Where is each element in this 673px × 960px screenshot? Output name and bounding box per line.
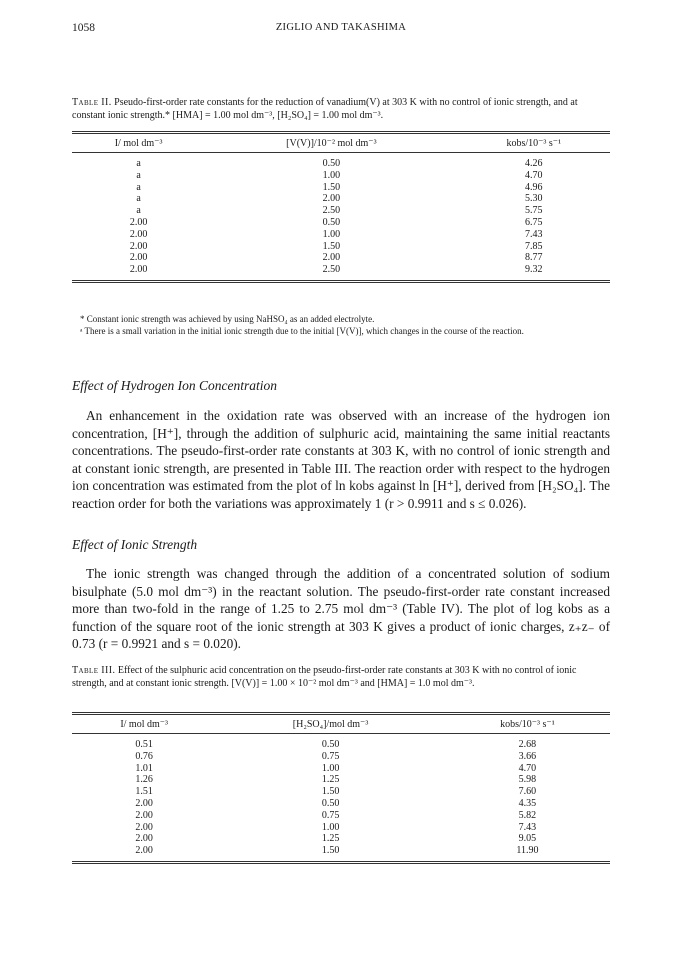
table-cell: 2.00 — [135, 809, 153, 821]
table-cell: 6.75 — [525, 216, 543, 228]
table-cell: 1.51 — [135, 786, 153, 798]
table-cell: 0.50 — [322, 158, 341, 169]
table-cell: 1.50 — [322, 240, 341, 252]
table-cell: 2.00 — [135, 845, 153, 857]
table-cell: 2.00 — [322, 193, 341, 205]
table-cell: 2.00 — [129, 228, 148, 240]
table-cell: 7.43 — [525, 228, 543, 240]
table-cell: 2.50 — [322, 205, 341, 217]
table3-body — [72, 734, 610, 863]
table-cell: 1.50 — [321, 845, 340, 857]
table-cell: 4.35 — [518, 797, 537, 809]
page-header — [72, 22, 610, 38]
paragraph-ionic-strength: The ionic strength was changed through the addition of a concentrated solution of sodium bisulphate (5.0 mol dm⁻³) in the reactant solution. The pseudo-first-order rate constant increased more than two-fold in the range of 1.25 to 2.75 mol dm⁻³ (Table IV). The plot of log kobs as a function of the square root of the ionic strength at 303 K gives a product of ionic charges, z₊z₋ of 0.73 (r = 0.9921 and s = 0.020). — [72, 566, 610, 651]
table-cell: 2.50 — [322, 264, 341, 276]
table-cell: 4.96 — [525, 181, 543, 193]
table-row — [72, 810, 610, 822]
table-cell: 4.70 — [518, 762, 537, 774]
table2-header-col-kobs: kobs/10⁻³ s⁻¹ — [506, 138, 562, 149]
table-cell: 5.30 — [525, 193, 543, 205]
table-cell: 4.26 — [525, 158, 543, 169]
table-cell: 2.00 — [129, 216, 148, 228]
table-cell: 0.50 — [322, 216, 341, 228]
table3-header-col-kobs: kobs/10⁻³ s⁻¹ — [500, 719, 555, 730]
page-number: 1058 — [72, 22, 95, 34]
table3-caption-text: Effect of the sulphuric acid concentration on the pseudo-first-order rate constants at 303 K with no control of ionic strength, and at constant ionic strength. [V(V)] = 1.00 × 10⁻² mol dm⁻³ and [HMA] = 1.0 mol dm⁻³. — [72, 665, 577, 689]
table-cell: 2.68 — [518, 739, 537, 750]
table-row — [72, 193, 610, 205]
table-row — [72, 241, 610, 253]
table-cell: 8.77 — [525, 252, 543, 264]
table-cell: 2.00 — [129, 252, 148, 264]
table-row — [72, 833, 610, 845]
table-cell: a — [136, 169, 141, 181]
table-row — [72, 182, 610, 194]
table-cell: a — [136, 193, 141, 205]
table-cell: 2.00 — [322, 252, 341, 264]
table-cell: 2.00 — [129, 240, 148, 252]
table-cell: 1.50 — [322, 181, 341, 193]
table2-caption-text: Pseudo-first-order rate constants for the reduction of vanadium(V) at 303 K with no control of ionic strength, and at constant ionic strength.* [HMA] = 1.00 mol dm⁻³, [H₂SO₄] = 1.00 mol dm⁻³. — [72, 97, 578, 121]
table-cell: 0.50 — [321, 797, 340, 809]
table3 — [72, 712, 610, 864]
table-cell: 5.98 — [518, 774, 537, 786]
table-row — [72, 205, 610, 217]
table-cell: 1.00 — [322, 169, 341, 181]
table-row — [72, 734, 610, 751]
table-cell: 2.00 — [135, 833, 153, 845]
table-row — [72, 763, 610, 775]
table-row — [72, 229, 610, 241]
table-cell: 7.85 — [525, 240, 543, 252]
table-cell: 2.00 — [135, 797, 153, 809]
table-cell: 5.82 — [518, 809, 537, 821]
table-cell: 1.26 — [135, 774, 153, 786]
table-row — [72, 170, 610, 182]
table-row — [72, 217, 610, 229]
table-row — [72, 252, 610, 264]
running-head: ZIGLIO AND TAKASHIMA — [275, 22, 407, 33]
table-row — [72, 786, 610, 798]
table-cell: 0.75 — [321, 750, 340, 762]
table-row — [72, 153, 610, 170]
table2-caption — [72, 97, 610, 122]
section-heading-ionic-strength: Effect of Ionic Strength — [72, 537, 198, 552]
table-row — [72, 264, 610, 281]
table-cell: 4.70 — [525, 169, 543, 181]
table2-header-row — [72, 133, 610, 153]
table-cell: 5.75 — [525, 205, 543, 217]
table-row — [72, 751, 610, 763]
table-cell: 1.50 — [321, 786, 340, 798]
table-cell: 11.90 — [516, 845, 539, 857]
table2-note-electrolyte: * Constant ionic strength was achieved by using NaHSO₄ as an added electrolyte. — [80, 314, 375, 324]
table-cell: 9.05 — [518, 833, 537, 845]
table2 — [72, 131, 610, 283]
table-cell: 0.76 — [135, 750, 153, 762]
table2-notes — [72, 313, 610, 337]
table-row — [72, 774, 610, 786]
table-cell: 2.00 — [129, 264, 148, 276]
table-cell: a — [136, 205, 141, 217]
table-cell: 1.00 — [321, 762, 340, 774]
table-cell: 0.75 — [321, 809, 340, 821]
table3-label: Table III. — [72, 665, 116, 676]
table-cell: 3.66 — [518, 750, 537, 762]
table-cell: 1.25 — [321, 833, 340, 845]
table2-body — [72, 153, 610, 282]
table3-header-row — [72, 714, 610, 734]
table-cell: 1.00 — [321, 821, 340, 833]
table-cell: 1.25 — [321, 774, 340, 786]
table3-caption — [72, 665, 610, 690]
table-row — [72, 798, 610, 810]
table-cell: 9.32 — [525, 264, 543, 276]
table2-header-col-concentration: [V(V)]/10⁻² mol dm⁻³ — [286, 138, 377, 149]
table-cell: a — [136, 158, 141, 169]
paragraph-hydrogen-ion: An enhancement in the oxidation rate was observed with an increase of the hydrogen ion concentration, [H⁺], through the addition of sulphuric acid, maintaining the same initial reactants concentrations. The pseudo-first-order rate constants at 303 K, with no control of ionic strength and at constant ionic strength, are presented in Table III. The reaction order with respect to the hydrogen ion concentration was estimated from the plot of ln kobs against ln [H⁺], derived from [H₂SO₄]. The reaction order for both the variations was approximately 1 (r > 0.9911 and s ≤ 0.026). — [72, 408, 610, 511]
table-cell: 1.01 — [135, 762, 153, 774]
table-row — [72, 845, 610, 862]
table-cell: 0.51 — [135, 739, 153, 750]
table-cell: a — [136, 181, 141, 193]
section-heading-hydrogen-ion: Effect of Hydrogen Ion Concentration — [72, 378, 277, 393]
table2-label: Table II. — [72, 97, 112, 108]
table-cell: 7.43 — [518, 821, 537, 833]
table-cell: 2.00 — [135, 821, 153, 833]
table-cell: 7.60 — [518, 786, 537, 798]
table2-header-col-ionic-strength: I/ mol dm⁻³ — [114, 138, 163, 149]
table-row — [72, 822, 610, 834]
table3-header-col-concentration: [H₂SO₄]/mol dm⁻³ — [292, 719, 369, 730]
table-cell: 1.00 — [322, 228, 341, 240]
table-cell: 0.50 — [321, 739, 340, 750]
table2-note-variation: ᵃ There is a small variation in the initial ionic strength due to the initial [V(V)], which changes in the course of the reaction. — [80, 326, 524, 336]
table3-header-col-ionic-strength: I/ mol dm⁻³ — [120, 719, 169, 730]
